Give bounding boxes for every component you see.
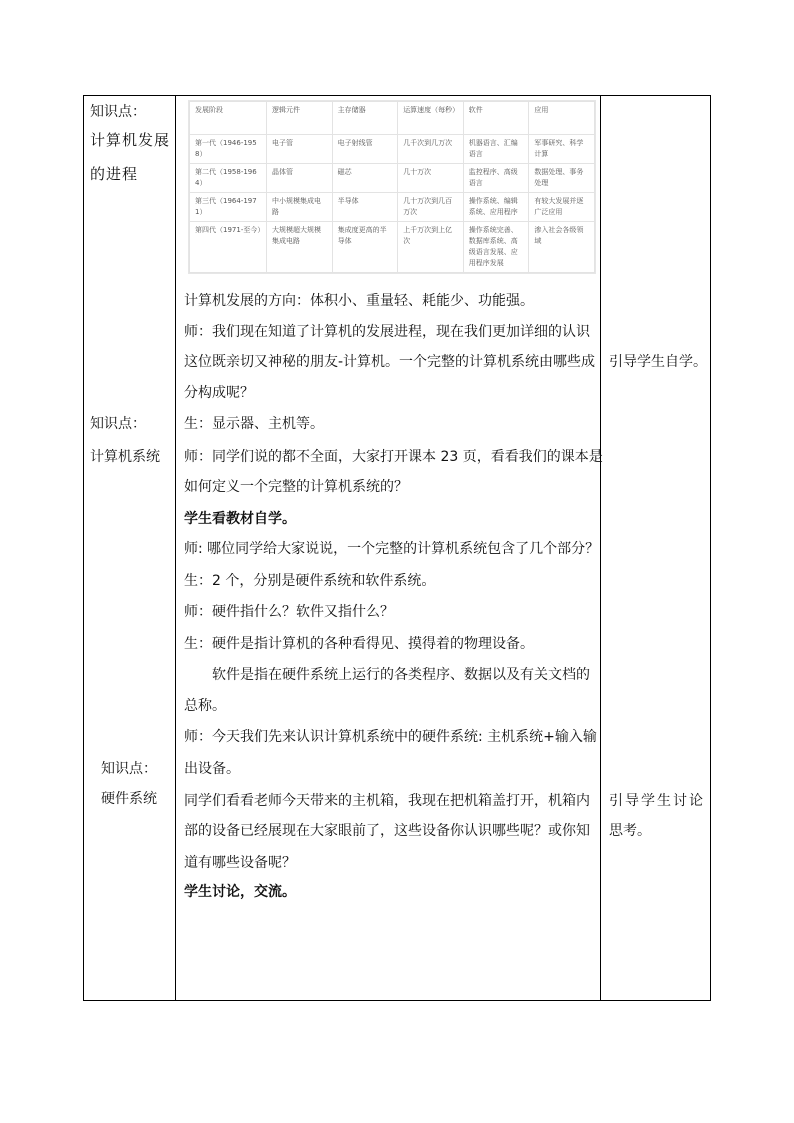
table-cell: 几千次到几万次 xyxy=(398,135,464,164)
content-line: 同学们看看老师今天带来的主机箱，我现在把机箱盖打开，机箱内 xyxy=(184,793,590,809)
table-cell: 半导体 xyxy=(332,193,398,222)
kp1-label: 知识点： xyxy=(90,104,146,120)
table-header-cell: 软件 xyxy=(463,102,529,135)
table-cell: 第一代（1946-1958） xyxy=(190,135,267,164)
content-line: 部的设备已经展现在大家眼前了，这些设备你认识哪些呢？或你知 xyxy=(184,823,590,839)
content-line: 师: 哪位同学给大家说说，一个完整的计算机系统包含了几个部分？ xyxy=(184,541,600,557)
content-line: 学生看教材自学。 xyxy=(184,511,296,527)
table-cell: 几十万次到几百万次 xyxy=(398,193,464,222)
kp3-label: 知识点： xyxy=(101,761,157,777)
table-cell: 电子射线管 xyxy=(332,135,398,164)
table-cell: 有较大发展并逐广泛应用 xyxy=(529,193,595,222)
content-line: 学生讨论，交流。 xyxy=(184,884,296,900)
table-cell: 几十万次 xyxy=(398,164,464,193)
lesson-plan-table xyxy=(83,95,711,1001)
table-cell: 监控程序、高级语言 xyxy=(463,164,529,193)
computer-development-table xyxy=(188,100,596,274)
knowledge-point-column xyxy=(84,96,175,1000)
table-header-cell: 应用 xyxy=(529,102,595,135)
table-cell: 磁芯 xyxy=(332,164,398,193)
table-row xyxy=(190,135,595,164)
kp2-label: 知识点： xyxy=(90,416,146,432)
teaching-note: 思考。 xyxy=(609,823,651,839)
table-header-cell: 发展阶段 xyxy=(190,102,267,135)
table-cell: 第四代（1971-至今） xyxy=(190,222,267,273)
kp1-title-line1: 计算机发展 xyxy=(90,131,171,149)
table-cell: 晶体管 xyxy=(267,164,333,193)
kp3-title: 硬件系统 xyxy=(101,791,157,807)
teaching-note-column xyxy=(601,96,711,1000)
content-line: 总称。 xyxy=(184,698,226,714)
content-line: 师：同学们说的都不全面，大家打开课本 23 页，看看我们的课本是 xyxy=(184,449,603,465)
table-cell: 集成度更高的半导体 xyxy=(332,222,398,273)
column-divider xyxy=(175,96,176,1000)
table-cell: 操作系统完善、数据库系统、高级语言发展、应用程序发展 xyxy=(463,222,529,273)
table-cell: 第二代（1958-1964） xyxy=(190,164,267,193)
table-cell: 第三代（1964-1971） xyxy=(190,193,267,222)
content-line: 师：我们现在知道了计算机的发展进程，现在我们更加详细的认识 xyxy=(184,324,590,340)
table-cell: 数据处理、事务处理 xyxy=(529,164,595,193)
content-line: 师：硬件指什么？软件又指什么？ xyxy=(184,604,394,620)
content-line: 生：显示器、主机等。 xyxy=(184,416,324,432)
content-line: 分构成呢？ xyxy=(184,385,254,401)
table-cell: 军事研究、科学计算 xyxy=(529,135,595,164)
table-header-cell: 运算速度（每秒） xyxy=(398,102,464,135)
table-cell: 电子管 xyxy=(267,135,333,164)
table-header-cell: 主存储器 xyxy=(332,102,398,135)
table-row xyxy=(190,164,595,193)
table-cell: 机器语言、汇编语言 xyxy=(463,135,529,164)
kp2-title: 计算机系统 xyxy=(90,449,160,465)
table-cell: 渗入社会各级领域 xyxy=(529,222,595,273)
teaching-note: 引导学生讨论 xyxy=(609,793,705,809)
table-row xyxy=(190,193,595,222)
content-line: 出设备。 xyxy=(184,761,240,777)
table-row xyxy=(190,222,595,273)
content-line: 师：今天我们先来认识计算机系统中的硬件系统: 主机系统+输入输 xyxy=(184,729,597,745)
teaching-note: 引导学生自学。 xyxy=(609,354,707,370)
content-line: 道有哪些设备呢？ xyxy=(184,855,296,871)
table-cell: 上千万次到上亿次 xyxy=(398,222,464,273)
content-line: 如何定义一个完整的计算机系统的？ xyxy=(184,479,408,495)
table-cell: 操作系统、编辑系统、应用程序 xyxy=(463,193,529,222)
table-cell: 大规模超大规模集成电路 xyxy=(267,222,333,273)
content-line: 软件是指在硬件系统上运行的各类程序、数据以及有关文档的 xyxy=(212,667,590,683)
content-line: 生：2 个，分别是硬件系统和软件系统。 xyxy=(184,573,436,589)
content-line: 计算机发展的方向：体积小、重量轻、耗能少、功能强。 xyxy=(184,293,534,309)
table-header-row xyxy=(190,102,595,135)
table-header-cell: 逻辑元件 xyxy=(267,102,333,135)
kp1-title-line2: 的进程 xyxy=(90,165,139,183)
content-line: 这位既亲切又神秘的朋友-计算机。一个完整的计算机系统由哪些成 xyxy=(184,354,596,370)
table-cell: 中小规模集成电路 xyxy=(267,193,333,222)
content-line: 生：硬件是指计算机的各种看得见、摸得着的物理设备。 xyxy=(184,636,534,652)
